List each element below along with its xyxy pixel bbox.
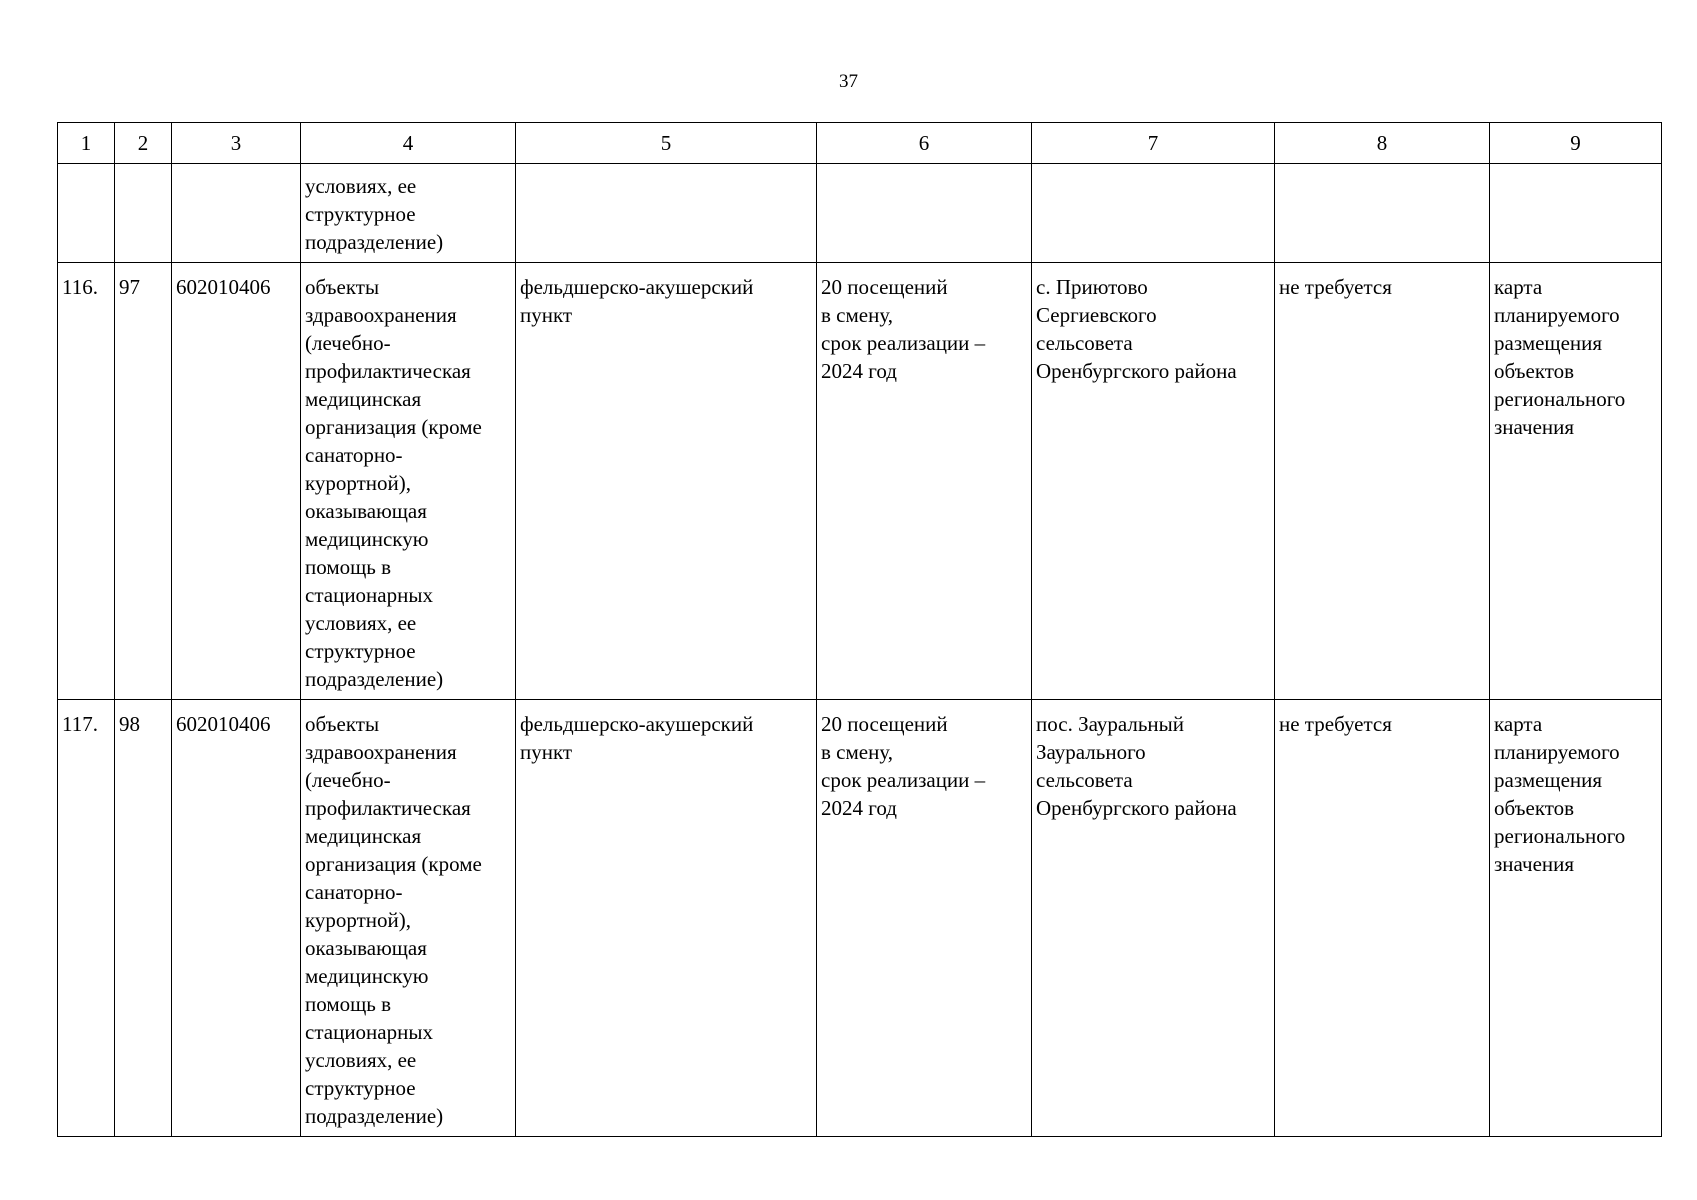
table-row xyxy=(58,700,1662,1137)
cell-text: объекты здравоохранения (лечебно- профилактическая медицинская организация (кроме санаторно- курортной), оказывающая медицинскую помощь в стационарных условиях, ее структурное подразделение) xyxy=(305,275,482,691)
page-number: 37 xyxy=(839,71,858,92)
cell-text: не требуется xyxy=(1279,275,1392,299)
cell-text: 20 посещений в смену, срок реализации – 2024 год xyxy=(821,712,986,820)
table-cell-location xyxy=(1032,700,1275,1137)
cell-text: не требуется xyxy=(1279,712,1392,736)
table-cell-location xyxy=(1032,263,1275,700)
table-cell xyxy=(817,164,1032,263)
cell-text: 98 xyxy=(119,712,140,736)
cell-text: пос. Зауральный Заурального сельсовета Оренбургского района xyxy=(1036,712,1237,820)
header-cell: 5 xyxy=(516,123,817,164)
table-cell-no xyxy=(115,263,172,700)
cell-text: объекты здравоохранения (лечебно- профилактическая медицинская организация (кроме санаторно- курортной), оказывающая медицинскую помощь в стационарных условиях, ее структурное подразделение) xyxy=(305,712,482,1128)
header-cell: 8 xyxy=(1275,123,1490,164)
header-cell: 7 xyxy=(1032,123,1275,164)
header-cell: 9 xyxy=(1490,123,1662,164)
table-cell xyxy=(516,164,817,263)
table-cell-capacity xyxy=(817,263,1032,700)
table-row xyxy=(58,263,1662,700)
header-cell: 6 xyxy=(817,123,1032,164)
table-cell-type xyxy=(301,700,516,1137)
table-cell-map xyxy=(1490,263,1662,700)
table-cell-name xyxy=(516,263,817,700)
cell-text: 117. xyxy=(62,712,98,736)
table-cell xyxy=(1275,164,1490,263)
table-cell-code xyxy=(172,263,301,700)
header-cell: 1 xyxy=(58,123,115,164)
cell-text: 97 xyxy=(119,275,140,299)
header-cell: 4 xyxy=(301,123,516,164)
cell-text: карта планируемого размещения объектов регионального значения xyxy=(1494,275,1626,439)
table-cell-zone xyxy=(1275,263,1490,700)
table-cell-num xyxy=(58,700,115,1137)
table-cell xyxy=(1032,164,1275,263)
table-cell-type xyxy=(301,263,516,700)
cell-text: 20 посещений в смену, срок реализации – 2024 год xyxy=(821,275,986,383)
table-cell-capacity xyxy=(817,700,1032,1137)
table-cell xyxy=(1490,164,1662,263)
table-cell-map xyxy=(1490,700,1662,1137)
table-cell-code xyxy=(172,700,301,1137)
table-cell-no xyxy=(115,700,172,1137)
cell-text: карта планируемого размещения объектов регионального значения xyxy=(1494,712,1626,876)
header-row xyxy=(58,123,1662,164)
cell-text: условиях, ее структурное подразделение) xyxy=(305,174,444,254)
table-cell-name xyxy=(516,700,817,1137)
table-cell-zone xyxy=(1275,700,1490,1137)
table-cell-num xyxy=(58,263,115,700)
header-cell: 3 xyxy=(172,123,301,164)
table-cell-type xyxy=(301,164,516,263)
table-cell xyxy=(172,164,301,263)
cell-text: 602010406 xyxy=(176,712,271,736)
cell-text: 602010406 xyxy=(176,275,271,299)
cell-text: фельдшерско-акушерский пункт xyxy=(520,275,754,327)
table-cell xyxy=(115,164,172,263)
table-cell xyxy=(58,164,115,263)
cell-text: 116. xyxy=(62,275,98,299)
header-cell: 2 xyxy=(115,123,172,164)
cell-text: с. Приютово Сергиевского сельсовета Оренбургского района xyxy=(1036,275,1237,383)
objects-table xyxy=(57,122,1662,1137)
continuation-row xyxy=(58,164,1662,263)
cell-text: фельдшерско-акушерский пункт xyxy=(520,712,754,764)
